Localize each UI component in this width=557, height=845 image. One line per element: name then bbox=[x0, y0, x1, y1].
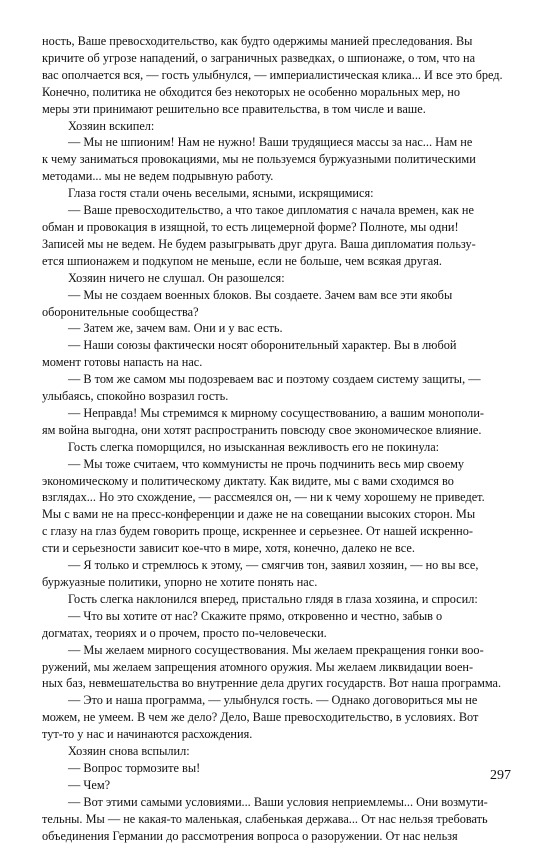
text-line: можем, не умеем. В чем же дело? Дело, Ваше превосходительство, в условиях. Вот bbox=[42, 710, 479, 725]
text-line: — Затем же, зачем вам. Они и у вас есть. bbox=[68, 321, 283, 336]
text-line: ружений, мы желаем запрещения атомного оружия. Мы желаем ликвидации воен- bbox=[42, 659, 474, 674]
text-line: взглядах... Но это схождение, — рассмеялся он, — ни к чему хорошему не приведет. bbox=[42, 490, 485, 505]
text-line: — Мы желаем мирного сосуществования. Мы желаем прекращения гонки воо- bbox=[68, 642, 484, 657]
text-line: — Вопрос тормозите вы! bbox=[68, 760, 201, 775]
text-line: обман и провокация в изящной, то есть лицемерной форме? Полноте, мы одни! bbox=[42, 219, 459, 234]
text-line: — Я только и стремлюсь к этому, — смягчив тон, заявил хозяин, — но вы все, bbox=[68, 558, 479, 573]
text-line: ям война выгодна, они хотят распространить повсюду свое экономическое влияние. bbox=[42, 422, 482, 437]
text-line: улыбаясь, спокойно возразил гость. bbox=[42, 389, 229, 404]
text-line: — Чем? bbox=[68, 777, 111, 792]
text-line: вас ополчается вся, — гость улыбнулся, — империалистическая клика... И все это бред. bbox=[42, 67, 503, 82]
text-line: тут-то у нас и начинаются расхождения. bbox=[42, 727, 253, 742]
page-number: 297 bbox=[490, 768, 511, 783]
text-line: ных баз, невмешательства во внутренние дела других государств. Вот наша программа. bbox=[42, 676, 502, 691]
text-line: Гость слегка наклонился вперед, пристально глядя в глаза хозяина, и спросил: bbox=[68, 591, 478, 606]
text-line: догматах, теориях и о прочем, просто по-человечески. bbox=[42, 625, 327, 640]
text-line: методами... мы не ведем подрывную работу. bbox=[42, 169, 274, 184]
text-line: с глазу на глаз будем говорить проще, искреннее и серьезнее. От нашей искренно- bbox=[42, 524, 473, 539]
text-line: — Мы не создаем военных блоков. Вы создаете. Зачем вам все эти якобы bbox=[68, 287, 453, 302]
text-line: — Это и наша программа, — улыбнулся гость. — Однако договориться мы не bbox=[68, 693, 478, 708]
text-line: экономическому и политическому диктату. Как видите, мы с вами сходимся во bbox=[42, 473, 454, 488]
text-line: объединения Германии до рассмотрения вопроса о разоружении. От нас нельзя bbox=[42, 828, 458, 843]
text-line: — Что вы хотите от нас? Скажите прямо, откровенно и честно, забыв о bbox=[68, 608, 443, 623]
text-line: оборонительные сообщества? bbox=[42, 304, 199, 319]
text-line: — Мы не шпионим! Нам не нужно! Ваши трудящиеся массы за нас... Нам не bbox=[68, 135, 473, 150]
text-line: Глаза гостя стали очень веселыми, ясными, искрящимися: bbox=[68, 186, 374, 201]
text-line: ется шпионажем и подкупом не меньше, если не больше, чем всякая другая. bbox=[42, 253, 442, 268]
text-line: Мы с вами не на пресс-конференции и даже не на совещании высоких сторон. Мы bbox=[42, 507, 476, 522]
text-line: — Наши союзы фактически носят оборонительный характер. Вы в любой bbox=[68, 338, 457, 353]
text-line: ность, Ваше превосходительство, как будто одержимы манией преследования. Вы bbox=[42, 34, 473, 48]
body-text bbox=[42, 33, 512, 845]
text-line: кричите об угрозе нападений, о заграничных разведках, о шпионаже, о том, что на bbox=[42, 50, 476, 65]
text-line: Хозяин ничего не слушал. Он разошелся: bbox=[68, 270, 285, 285]
text-line: сти и серьезности зависит кое-что в мире, хотя, конечно, далеко не все. bbox=[42, 541, 415, 556]
text-line: Гость слегка поморщился, но изысканная вежливость его не покинула: bbox=[68, 439, 440, 454]
text-line: — Мы тоже считаем, что коммунисты не прочь подчинить весь мир своему bbox=[68, 456, 465, 471]
text-line: — Вот этими самыми условиями... Ваши условия неприемлемы... Они возмути- bbox=[68, 794, 488, 809]
text-line: — Ваше превосходительство, а что такое дипломатия с начала времен, как не bbox=[68, 203, 474, 218]
text-line: буржуазные политики, упорно не хотите понять нас. bbox=[42, 575, 318, 589]
text-line: к чему заниматься провокациями, мы не пользуемся буржуазными политическими bbox=[42, 152, 476, 167]
text-line: Конечно, политика не обходится без некоторых не особенно моральных мер, но bbox=[42, 84, 460, 99]
text-line: Хозяин снова вспылил: bbox=[68, 744, 190, 759]
text-line: — В том же самом мы подозреваем вас и поэтому создаем систему защиты, — bbox=[68, 372, 481, 387]
text-line: меры эти принимают решительно все правительства, в том числе и ваше. bbox=[42, 101, 426, 116]
text-line: — Неправда! Мы стремимся к мирному сосуществованию, а вашим монополи- bbox=[68, 405, 484, 420]
text-line: Хозяин вскипел: bbox=[68, 118, 155, 133]
text-line: тельны. Мы — не какая-то маленькая, слабенькая держава... От нас нельзя требовать bbox=[42, 811, 488, 826]
text-line: момент готовы напасть на нас. bbox=[42, 355, 203, 370]
text-line: Записей мы не ведем. Не будем разыгрывать друг друга. Ваша дипломатия пользу- bbox=[42, 236, 476, 251]
